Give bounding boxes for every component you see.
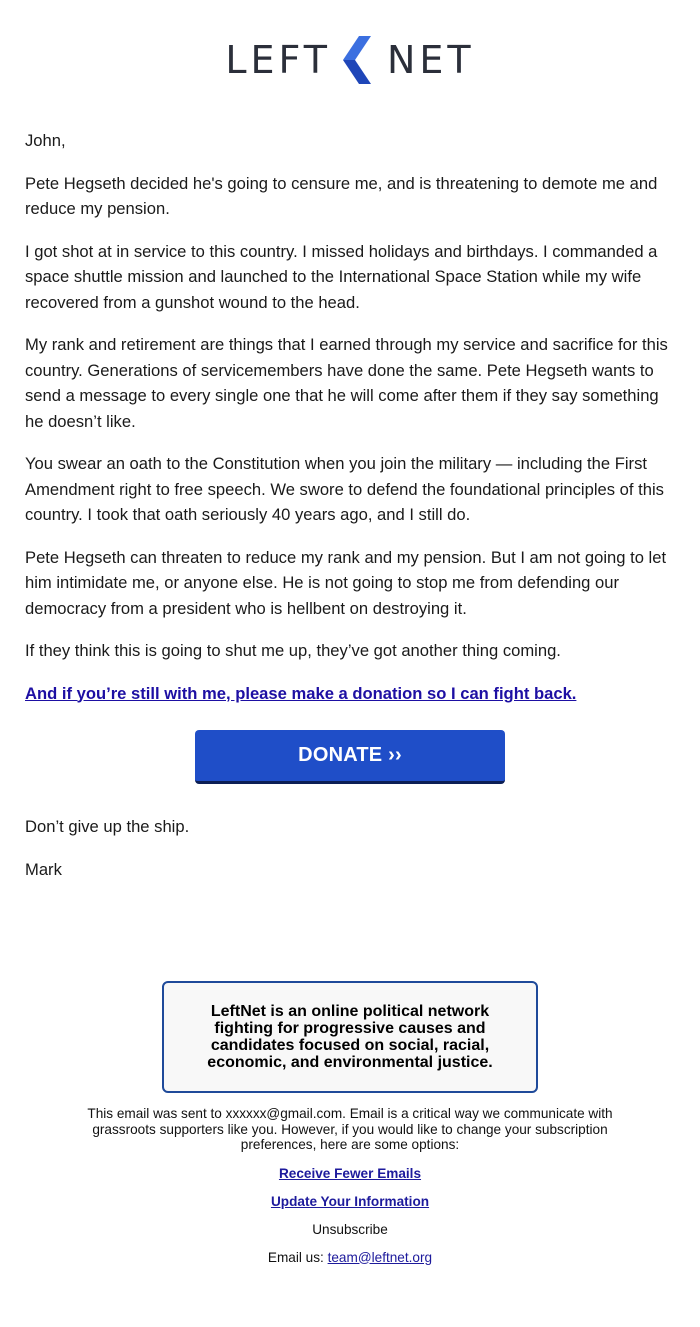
donate-button[interactable]: DONATE ››: [195, 730, 505, 784]
email-us-label: Email us:: [267, 1249, 328, 1265]
signature: Mark: [25, 859, 62, 879]
body-paragraph: My rank and retirement are things that I earned through my service and sacrifice for this country. Generations of servicemembers have done the same. Pete Hegseth wants to send a message to every single one that he will come after them if they say something he doesn’t like.: [25, 335, 668, 431]
contact-row: [60, 1250, 640, 1266]
receive-fewer-row: [60, 1166, 640, 1182]
receive-fewer-emails-link[interactable]: Receive Fewer Emails: [278, 1165, 422, 1181]
unsubscribe-link[interactable]: Unsubscribe: [312, 1221, 388, 1237]
greeting: John,: [25, 131, 66, 150]
email-body: [25, 128, 677, 899]
email-footer: [60, 1106, 640, 1278]
body-paragraph: If they think this is going to shut me up, they’ve got another thing coming.: [25, 641, 561, 660]
update-information-link[interactable]: Update Your Information: [270, 1193, 430, 1209]
body-paragraph: Pete Hegseth decided he's going to censure me, and is threatening to demote me and reduce my pension.: [25, 173, 658, 218]
body-paragraph: You swear an oath to the Constitution when you join the military — including the First Amendment right to free speech. We swore to defend the foundational principles of this country. I took that oath seriously 40 years ago, and I still do.: [25, 454, 664, 524]
body-paragraph: Pete Hegseth can threaten to reduce my rank and my pension. But I am not going to let him intimidate me, or anyone else. He is not going to stop me from defending our democracy from a president who is hellbent on destroying it.: [25, 547, 667, 618]
donate-button-wrapper: [25, 730, 677, 784]
donate-link[interactable]: And if you’re still with me, please make a donation so I can fight back.: [25, 683, 577, 703]
logo-text-right: NET: [386, 38, 475, 82]
email-header: [0, 34, 700, 86]
closing-line: Don’t give up the ship.: [25, 817, 190, 836]
body-paragraph: I got shot at in service to this country. I missed holidays and birthdays. I commanded a space shuttle mission and launched to the International Space Station while my wife recovered from a gunshot wound to the head.: [25, 241, 658, 312]
subscription-notice: This email was sent to xxxxxx@gmail.com. Email is a critical way we communicate with grassroots supporters like you. However, if you would like to change your subscription preferences, here are some options:: [87, 1106, 613, 1152]
donate-link-paragraph: [25, 681, 677, 707]
contact-email-link[interactable]: team@leftnet.org: [327, 1249, 433, 1265]
about-leftnet-box: [162, 981, 538, 1093]
logo-text-left: LEFT: [225, 38, 331, 82]
about-text: LeftNet is an online political network fighting for progressive causes and candidates focused on social, racial, economic, and environmental justice.: [207, 1003, 493, 1071]
unsubscribe-row: [60, 1222, 640, 1238]
leftnet-logo[interactable]: [225, 36, 474, 84]
update-info-row: [60, 1194, 640, 1210]
signoff: [25, 814, 677, 882]
chevron-left-logo-icon: [341, 36, 377, 84]
